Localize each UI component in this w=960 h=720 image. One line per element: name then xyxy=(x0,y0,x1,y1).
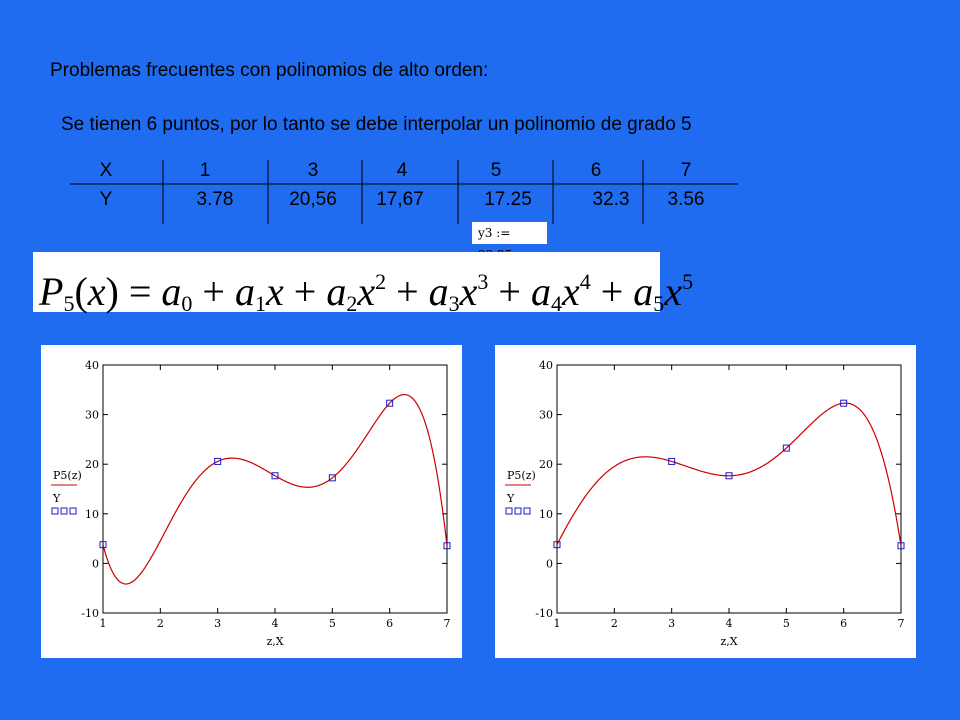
legend-marker xyxy=(52,508,58,514)
y-tick-label: 10 xyxy=(539,507,553,521)
legend-marker xyxy=(506,508,512,514)
x-tick-label: 4 xyxy=(271,617,279,630)
chart-panel-left xyxy=(41,345,462,658)
legend-label-points: Y xyxy=(507,492,515,505)
series-line xyxy=(557,403,901,546)
slide-title: Problemas frecuentes con polinomios de alto orden: xyxy=(50,60,489,81)
x-tick-label: 2 xyxy=(156,617,164,630)
series-line xyxy=(103,395,447,584)
x-tick-label: 3 xyxy=(214,617,222,630)
slide-subtitle: Se tienen 6 puntos, por lo tanto se debe interpolar un polinomio de grado 5 xyxy=(61,114,692,135)
y-tick-label: -10 xyxy=(535,607,553,620)
x-tick-label: 1 xyxy=(553,617,561,630)
x-axis-label: z,X xyxy=(720,635,738,648)
legend-label-points: Y xyxy=(53,492,61,505)
x-tick-label: 4 xyxy=(725,617,733,630)
x-tick-label: 7 xyxy=(443,617,451,630)
y-tick-label: 20 xyxy=(539,458,553,472)
x-tick-label: 2 xyxy=(610,617,618,630)
y-tick-label: 0 xyxy=(92,557,99,571)
legend-label-curve: P5(z) xyxy=(53,469,82,482)
y-tick-label: 10 xyxy=(85,507,99,521)
table-y-cell: 20,56 xyxy=(289,189,337,210)
table-x-cell: 4 xyxy=(396,160,408,181)
table-x-cell: 7 xyxy=(680,160,692,181)
table-x-header: X xyxy=(99,160,113,181)
y-tick-label: 0 xyxy=(546,557,553,571)
x-tick-label: 6 xyxy=(840,617,848,630)
x-axis-label: z,X xyxy=(266,635,284,648)
legend-marker xyxy=(524,508,530,514)
plot-frame xyxy=(103,365,447,613)
x-tick-label: 1 xyxy=(99,617,107,630)
legend-marker xyxy=(61,508,67,514)
x-tick-label: 6 xyxy=(386,617,394,630)
x-tick-label: 5 xyxy=(782,617,790,630)
x-tick-label: 7 xyxy=(897,617,905,630)
table-y-cell: 3.78 xyxy=(196,189,234,210)
table-y-cell: 32.3 xyxy=(592,189,630,210)
y-tick-label: -10 xyxy=(81,607,99,620)
table-x-cell: 6 xyxy=(590,160,602,181)
y-tick-label: 40 xyxy=(539,359,553,372)
table-y-header: Y xyxy=(99,189,113,210)
table-y-cell: 17,67 xyxy=(376,189,424,210)
legend-label-curve: P5(z) xyxy=(507,469,536,482)
x-tick-label: 3 xyxy=(668,617,676,630)
chart-left xyxy=(41,345,462,658)
x-tick-label: 5 xyxy=(328,617,336,630)
assignment-box: y3 := xyxy=(472,222,547,244)
legend-marker xyxy=(515,508,521,514)
polynomial-formula: $P_5(x) = a_0 + a_1x + a_2x^2 + a_3x^3 + a_4x^4 + a_5x^5$ xyxy=(33,252,660,312)
table-y-cell: 17.25 xyxy=(484,189,532,210)
table-x-cell: 5 xyxy=(490,160,502,181)
table-y-cell: 3.56 xyxy=(667,189,705,210)
y-tick-label: 30 xyxy=(539,408,553,422)
y-tick-label: 40 xyxy=(85,359,99,372)
chart-right xyxy=(495,345,916,658)
y-tick-label: 30 xyxy=(85,408,99,422)
table-x-cell: 1 xyxy=(199,160,211,181)
y-tick-label: 20 xyxy=(85,458,99,472)
chart-panel-right xyxy=(495,345,916,658)
data-table xyxy=(0,0,960,240)
legend-marker xyxy=(70,508,76,514)
plot-frame xyxy=(557,365,901,613)
table-x-cell: 3 xyxy=(307,160,319,181)
